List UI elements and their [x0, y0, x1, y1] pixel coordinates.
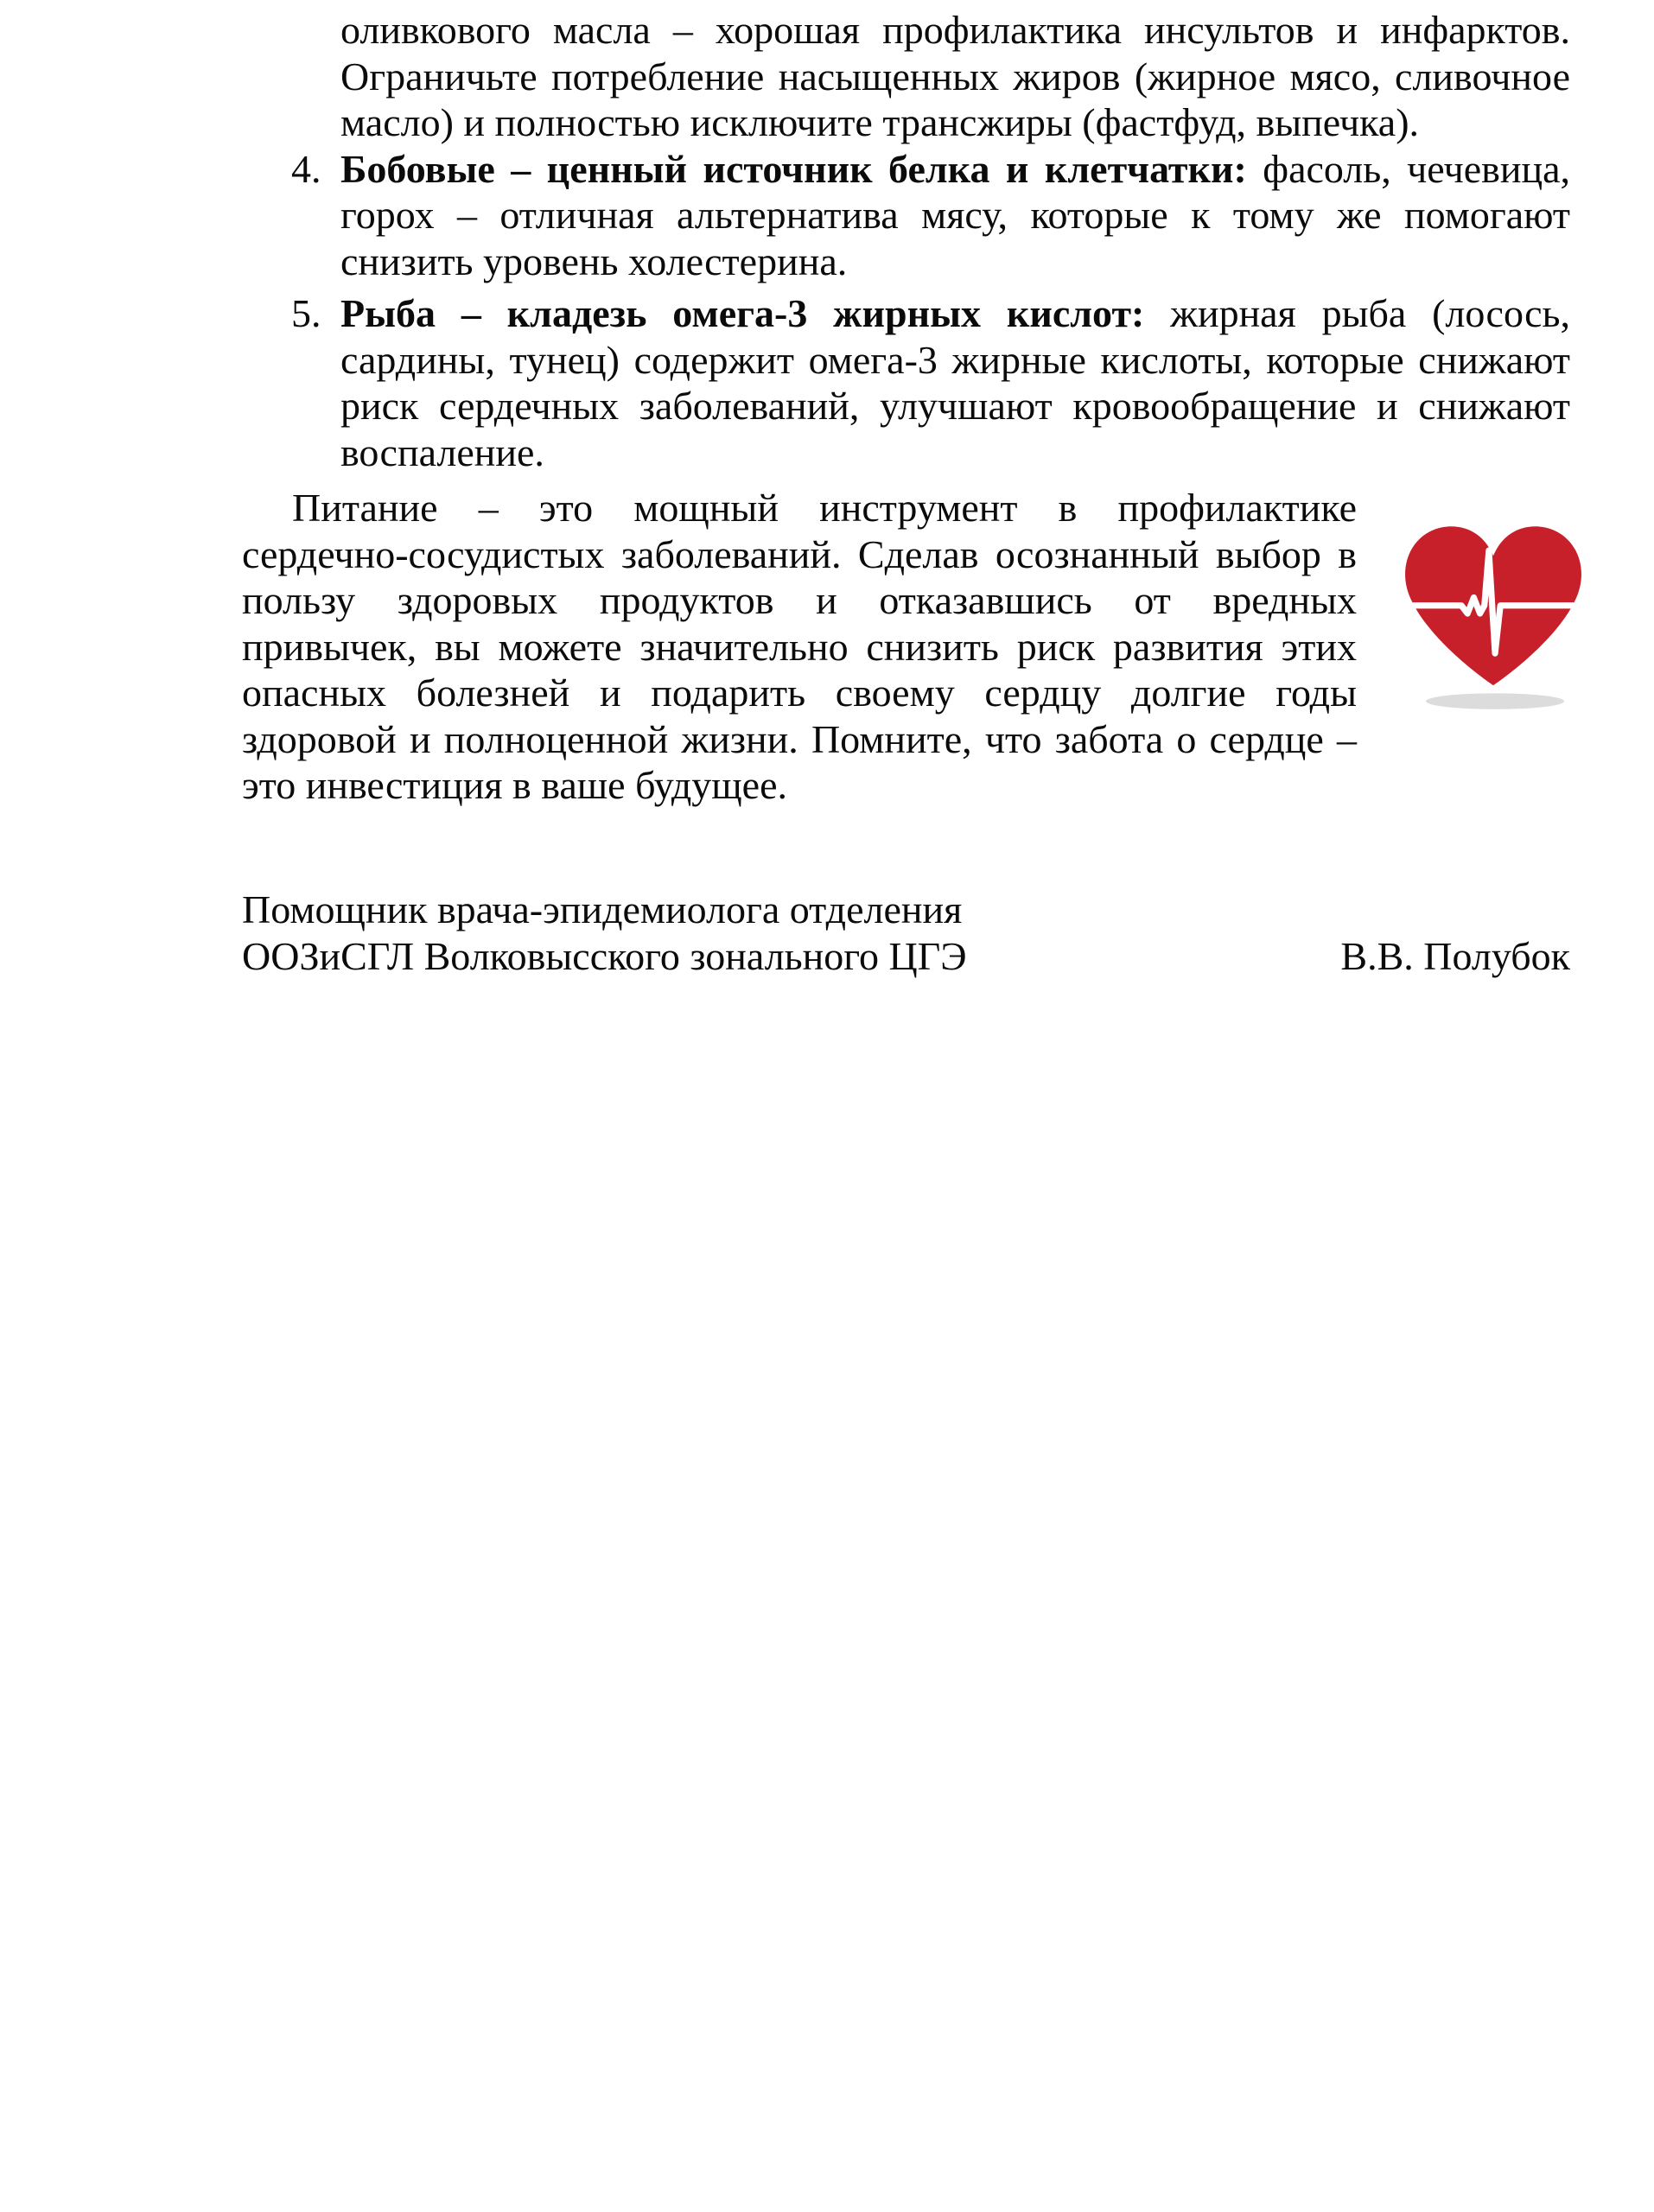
- signature-block: [242, 887, 1570, 979]
- text-line: сардины, тунец) содержит омега-3 жирные кислоты, которые снижают: [340, 337, 1570, 382]
- heart-ekg-illustration: [1396, 512, 1591, 715]
- list-item-number: 4.: [291, 146, 321, 191]
- signature-name: В.В. Полубок: [1340, 933, 1570, 978]
- text-line: пользу здоровых продуктов и отказавшись от вредных: [242, 578, 1357, 622]
- text-line: сердечно-сосудистых заболеваний. Сделав осознанный выбор в: [242, 531, 1357, 576]
- list-item: [340, 7, 1570, 146]
- text-line: воспаление.: [340, 429, 544, 474]
- text-line: Ограничьте потребление насыщенных жиров (жирное мясо, сливочное: [340, 54, 1570, 99]
- text-line: риск сердечных заболеваний, улучшают кровообращение и снижают: [340, 384, 1570, 428]
- list-item: [291, 146, 1570, 285]
- text-line: Рыба – кладезь омега-3 жирных кислот: жирная рыба (лосось,: [340, 291, 1570, 335]
- list-item: [291, 290, 1570, 475]
- text-line: Бобовые – ценный источник белка и клетчатки: фасоль, чечевица,: [340, 146, 1570, 191]
- text-line: снизить уровень холестерина.: [340, 238, 848, 283]
- signature-department: ООЗиСГЛ Волковысского зонального ЦГЭ: [242, 933, 967, 978]
- heart-shadow: [1426, 693, 1564, 709]
- text-line: это инвестиция в ваше будущее.: [242, 763, 788, 807]
- text-line: масло) и полностью исключите трансжиры (фастфуд, выпечка).: [340, 100, 1420, 144]
- text-line: опасных болезней и подарить своему сердцу долгие годы: [242, 671, 1357, 715]
- list-section: [242, 7, 1570, 475]
- list-item-number: 5.: [291, 291, 321, 335]
- text-line: здоровой и полноценной жизни. Помните, что забота о сердце –: [242, 716, 1357, 761]
- text-line: Питание – это мощный инструмент в профилактике: [292, 486, 1357, 530]
- signature-role-line: Помощник врача-эпидемиолога отделения: [242, 887, 963, 931]
- text-line: горох – отличная альтернатива мясу, которые к тому же помогают: [340, 193, 1570, 237]
- closing-paragraph: [242, 485, 1357, 809]
- text-line: оливкового масла – хорошая профилактика инсультов и инфарктов.: [340, 8, 1570, 52]
- text-line: привычек, вы можете значительно снизить риск развития этих: [242, 624, 1357, 669]
- signature-row: [242, 933, 1570, 980]
